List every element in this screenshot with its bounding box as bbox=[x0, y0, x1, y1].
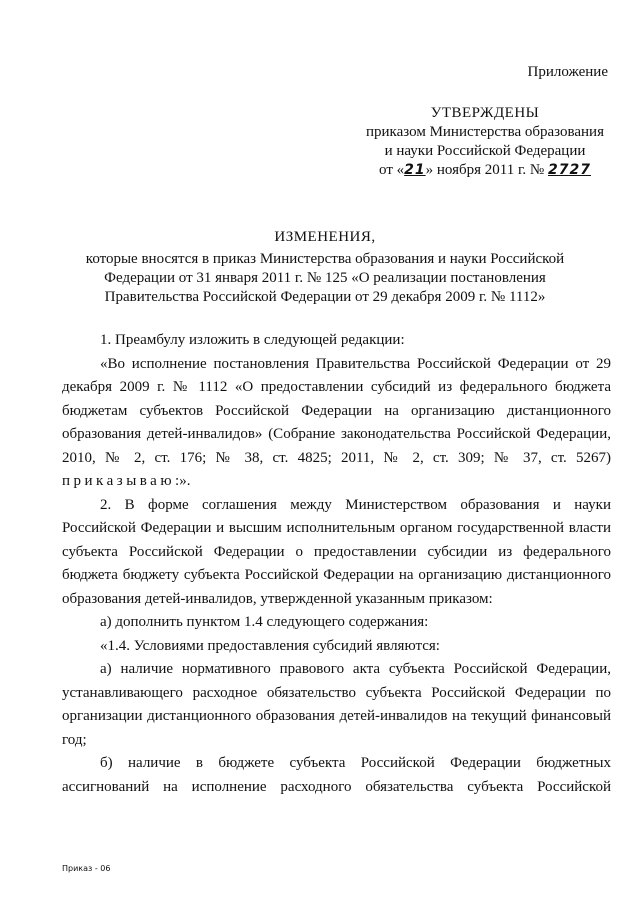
footer-code: Приказ - 06 bbox=[62, 864, 111, 873]
paragraph-1: 1. Преамбулу изложить в следующей редакции: bbox=[100, 332, 405, 348]
handwritten-day: 21 bbox=[404, 162, 426, 178]
title-line-2: Федерации от 31 января 2011 г. № 125 «О реализации постановления bbox=[104, 270, 546, 286]
approval-line-1: приказом Министерства образования bbox=[366, 124, 604, 140]
paragraph-5: «1.4. Условиями предоставления субсидий являются: bbox=[100, 637, 440, 654]
paragraph-2-spaced-word: приказываю bbox=[62, 473, 176, 489]
approved-heading: УТВЕРЖДЕНЫ bbox=[430, 105, 540, 121]
paragraph-2-end: :». bbox=[175, 473, 191, 489]
approval-date-line bbox=[350, 161, 620, 180]
document-title bbox=[60, 228, 590, 307]
paragraph-2 bbox=[62, 353, 611, 494]
title-line-1: которые вносятся в приказ Министерства образования и науки Российской bbox=[85, 251, 565, 267]
title-heading: ИЗМЕНЕНИЯ, bbox=[274, 229, 376, 245]
paragraph-4: а) дополнить пунктом 1.4 следующего содержания: bbox=[100, 614, 429, 630]
paragraph-6: а) наличие нормативного правового акта субъекта Российской Федерации, устанавливающего расходное обязательство субъекта Российской Федерации по организации дистанционного образования детей-инвалидов на текущий финансовый год; bbox=[62, 661, 611, 748]
handwritten-order-number: 2727 bbox=[548, 162, 591, 178]
approval-block bbox=[350, 104, 620, 180]
title-line-3: Правительства Российской Федерации от 29 декабря 2009 г. № 1112» bbox=[104, 289, 546, 305]
paragraph-7: б) наличие в бюджете субъекта Российской Федерации бюджетных ассигнований на исполнение расходного обязательства субъекта Российской bbox=[62, 755, 611, 795]
paragraph-2-text: «Во исполнение постановления Правительства Российской Федерации от 29 декабря 2009 г. № 1112 «О предоставлении субсидий из федерального бюджета бюджетам субъектов Российской Федерации на организацию дистанционного образования детей-инвалидов» (Собрание законодательства Российской Федерации, 2010, № 2, ст. 176; № 38, ст. 4825; 2011, № 2, ст. 309; № 37, ст. 5267) bbox=[62, 355, 611, 466]
document-body bbox=[62, 329, 611, 799]
approval-line-2: и науки Российской Федерации bbox=[384, 143, 586, 159]
date-middle: » ноября 2011 г. № bbox=[425, 162, 545, 178]
appendix-label: Приложение bbox=[527, 64, 608, 80]
date-prefix: от « bbox=[379, 162, 405, 178]
paragraph-3: 2. В форме соглашения между Министерством образования и науки Российской Федерации и высшим исполнительным органом государственной власти субъекта Российской Федерации о предоставлении субсидии из федерального бюджета бюджету субъекта Российской Федерации на организацию дистанционного образования детей-инвалидов, утвержденной указанным приказом: bbox=[62, 496, 611, 607]
